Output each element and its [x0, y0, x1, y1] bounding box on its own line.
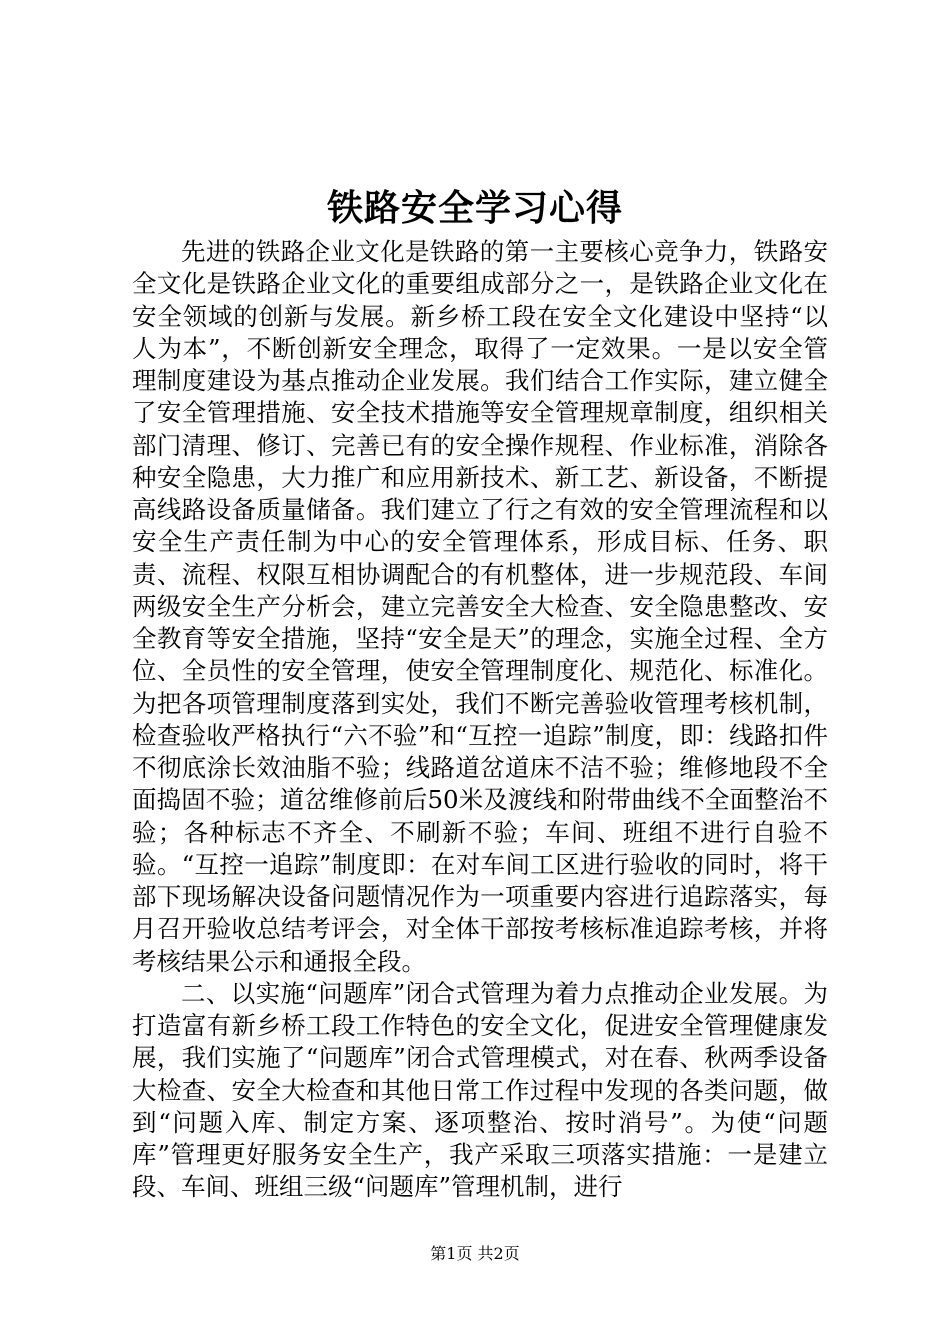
- paragraph-2: 二、以实施“问题库”闭合式管理为着力点推动企业发展。为打造富有新乡桥工段工作特色的安全文化，促进安全管理健康发展，我们实施了“问题库”闭合式管理模式，对在春、秋两季设备大检查、安全大检查和其他日常工作过程中发现的各类问题，做到“问题入库、制定方案、逐项整治、按时消号”。为使“问题库”管理更好服务安全生产，我产采取三项落实措施：一是建立段、车间、班组三级“问题库”管理机制，进行: [132, 978, 828, 1202]
- page-number-footer: 第1页 共2页: [430, 1244, 520, 1263]
- document-body: [132, 236, 828, 1204]
- document-title: 铁路安全学习心得: [326, 187, 623, 229]
- paragraph-1: 先进的铁路企业文化是铁路的第一主要核心竞争力，铁路安全文化是铁路企业文化的重要组成部分之一，是铁路企业文化在安全领域的创新与发展。新乡桥工段在安全文化建设中坚持“以人为本”，不断创新安全理念，取得了一定效果。一是以安全管理制度建设为基点推动企业发展。我们结合工作实际，建立健全了安全管理措施、安全技术措施等安全管理规章制度，组织相关部门清理、修订、完善已有的安全操作规程、作业标准，消除各种安全隐患，大力推广和应用新技术、新工艺、新设备，不断提高线路设备质量储备。我们建立了行之有效的安全管理流程和以安全生产责任制为中心的安全管理体系，形成目标、任务、职责、流程、权限互相协调配合的有机整体，进一步规范段、车间两级安全生产分析会，建立完善安全大检查、安全隐患整改、安全教育等安全措施，坚持“安全是天”的理念，实施全过程、全方位、全员性的安全管理，使安全管理制度化、规范化、标准化。为把各项管理制度落到实处，我们不断完善验收管理考核机制，检查验收严格执行“六不验”和“互控一追踪”制度，即：线路扣件不彻底涂长效油脂不验；线路道岔道床不洁不验；维修地段不全面捣固不验；道岔维修前后50米及渡线和附带曲线不全面整治不验；各种标志不齐全、不刷新不验；车间、班组不进行自验不验。“互控一追踪”制度即：在对车间工区进行验收的同时，将干部下现场解决设备问题情况作为一项重要内容进行追踪落实，每月召开验收总结考评会，对全体干部按考核标准追踪考核，并将考核结果公示和通报全段。: [132, 237, 828, 976]
